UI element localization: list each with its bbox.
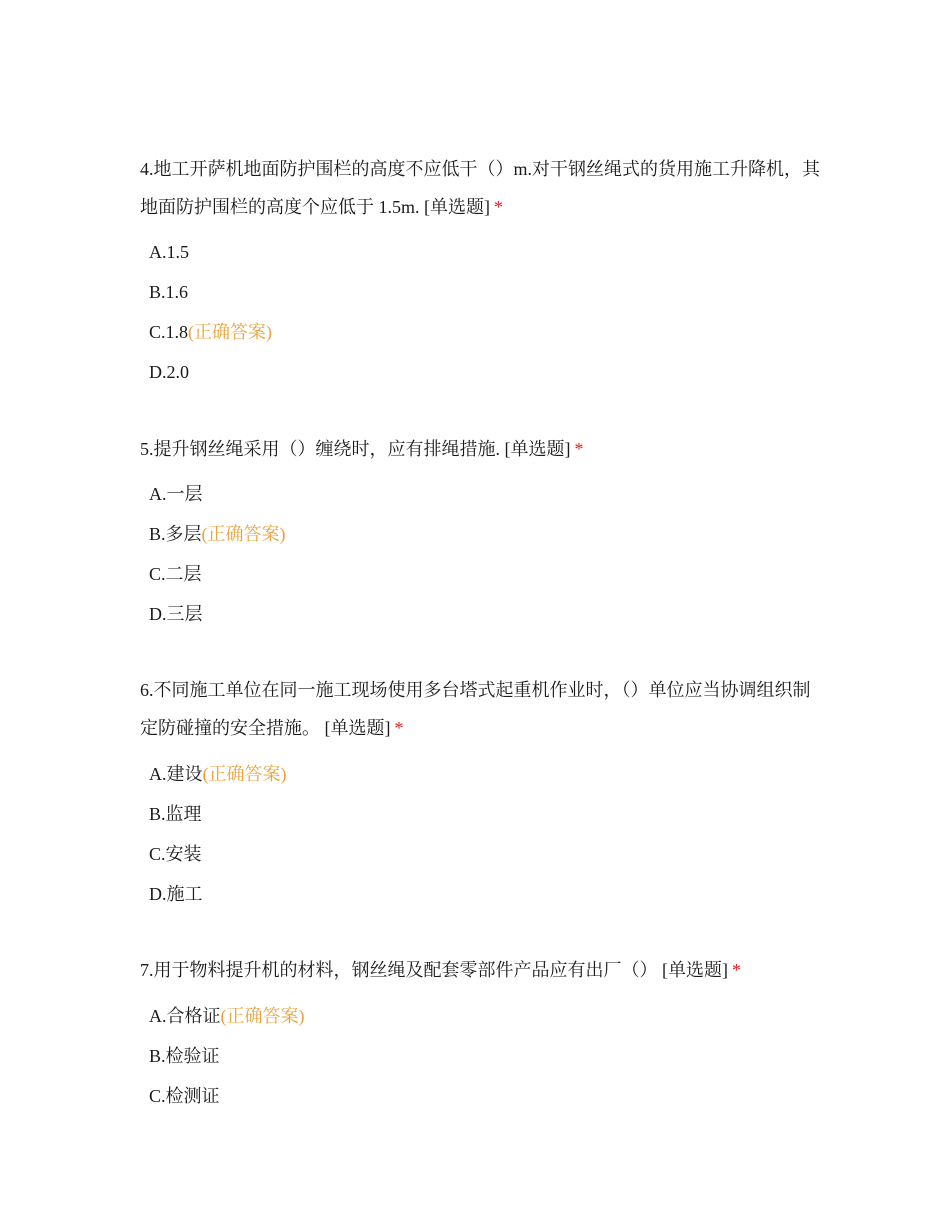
- required-mark: *: [732, 960, 741, 980]
- option-label: A.1.5: [149, 242, 189, 262]
- question-7-option-c[interactable]: [149, 1084, 220, 1108]
- question-7-stem: 7.用于物料提升机的材料，钢丝绳及配套零部件产品应有出厂（） [单选题]: [140, 960, 728, 980]
- option-label: C.1.8: [149, 322, 189, 342]
- question-5-option-b[interactable]: [149, 522, 286, 546]
- question-5-text: [140, 430, 820, 468]
- option-label: C.二层: [149, 564, 202, 584]
- question-6-option-c[interactable]: [149, 842, 202, 866]
- correct-answer-tag: (正确答案): [202, 764, 287, 784]
- option-label: C.安装: [149, 844, 202, 864]
- option-label: D.2.0: [149, 362, 189, 382]
- correct-answer-tag: (正确答案): [188, 322, 273, 342]
- required-mark: *: [574, 439, 584, 459]
- question-6-option-b[interactable]: [149, 802, 202, 826]
- question-4-option-a[interactable]: [149, 240, 189, 264]
- option-label: D.三层: [149, 604, 203, 624]
- option-label: A.合格证: [149, 1006, 221, 1026]
- option-label: B.监理: [149, 804, 202, 824]
- question-6-text: [140, 671, 820, 747]
- question-4-text: [140, 150, 820, 226]
- option-label: A.一层: [149, 484, 203, 504]
- option-label: C.检测证: [149, 1086, 220, 1106]
- question-6-stem: 6.不同施工单位在同一施工现场使用多台塔式起重机作业时，（）单位应当协调组织制定防碰撞的安全措施。 [单选题]: [140, 680, 811, 738]
- correct-answer-tag: (正确答案): [220, 1006, 305, 1026]
- option-label: B.检验证: [149, 1046, 220, 1066]
- question-5-stem: 5.提升钢丝绳采用（）缠绕时，应有排绳措施. [单选题]: [140, 439, 571, 459]
- question-6-option-d[interactable]: [149, 882, 203, 906]
- question-5-option-c[interactable]: [149, 562, 202, 586]
- required-mark: *: [394, 718, 404, 738]
- question-4-option-d[interactable]: [149, 360, 189, 384]
- question-4-stem: 4.地工开萨机地面防护围栏的高度不应低干（）m.对干钢丝绳式的货用施工升降机，其地面防护围栏的高度个应低于 1.5m. [单选题]: [140, 159, 820, 217]
- question-6-option-a[interactable]: [149, 762, 287, 786]
- question-5-option-a[interactable]: [149, 482, 203, 506]
- required-mark: *: [494, 197, 503, 217]
- question-4-option-b[interactable]: [149, 280, 188, 304]
- question-7-option-a[interactable]: [149, 1004, 305, 1028]
- option-label: B.1.6: [149, 282, 189, 302]
- question-7-text: [140, 951, 820, 989]
- question-4-option-c[interactable]: [149, 320, 272, 344]
- question-5-option-d[interactable]: [149, 602, 203, 626]
- question-7-option-b[interactable]: [149, 1044, 220, 1068]
- option-label: A.建设: [149, 764, 203, 784]
- option-label: B.多层: [149, 524, 202, 544]
- option-label: D.施工: [149, 884, 203, 904]
- correct-answer-tag: (正确答案): [201, 524, 286, 544]
